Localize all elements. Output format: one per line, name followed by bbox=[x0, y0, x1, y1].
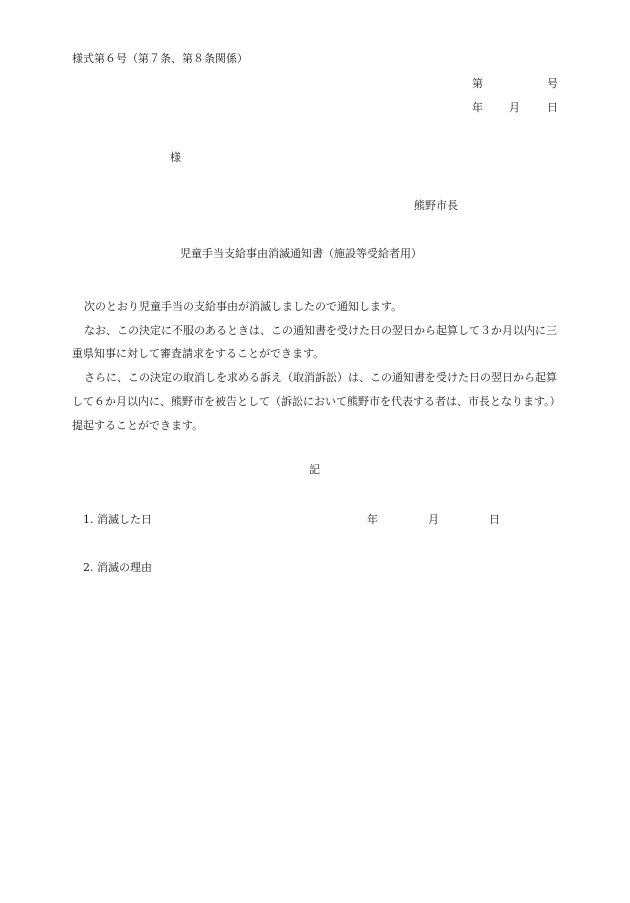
document-number-prefix: 第 bbox=[472, 77, 483, 90]
record-heading: 記 bbox=[309, 463, 320, 476]
notice-body bbox=[72, 295, 558, 437]
issue-date-month: 月 bbox=[509, 101, 520, 114]
form-number-label: 様式第６号（第７条、第８条関係） bbox=[72, 52, 248, 65]
notice-paragraph: 次のとおり児童手当の支給事由が消滅しましたので通知します。 bbox=[84, 300, 403, 313]
item-date-year: 年 bbox=[367, 513, 378, 526]
item-date-month: 月 bbox=[428, 513, 439, 526]
item-extinction-reason: 2. 消滅の理由 bbox=[83, 561, 152, 574]
item-label: 1. 消滅した日 bbox=[83, 513, 152, 526]
issuer-name: 熊野市長 bbox=[414, 199, 458, 212]
document-number-suffix: 号 bbox=[547, 77, 558, 90]
issue-date-day: 日 bbox=[547, 101, 558, 114]
notice-paragraph: なお、この決定に不服のあるときは、この通知書を受けた日の翌日から起算して３か月以内に三重県知事に対して審査請求をすることができます。 bbox=[72, 323, 557, 361]
item-date-day: 日 bbox=[489, 513, 500, 526]
issue-date-year: 年 bbox=[472, 101, 483, 114]
addressee-honorific: 様 bbox=[170, 151, 181, 164]
notice-paragraph: さらに、この決定の取消しを求める訴え（取消訴訟）は、この通知書を受けた日の翌日から起算して６か月以内に、熊野市を被告として（訴訟において熊野市を代表する者は、市長となります。）提起することができます。 bbox=[72, 371, 557, 432]
document-title: 児童手当支給事由消滅通知書（施設等受給者用） bbox=[180, 247, 422, 260]
